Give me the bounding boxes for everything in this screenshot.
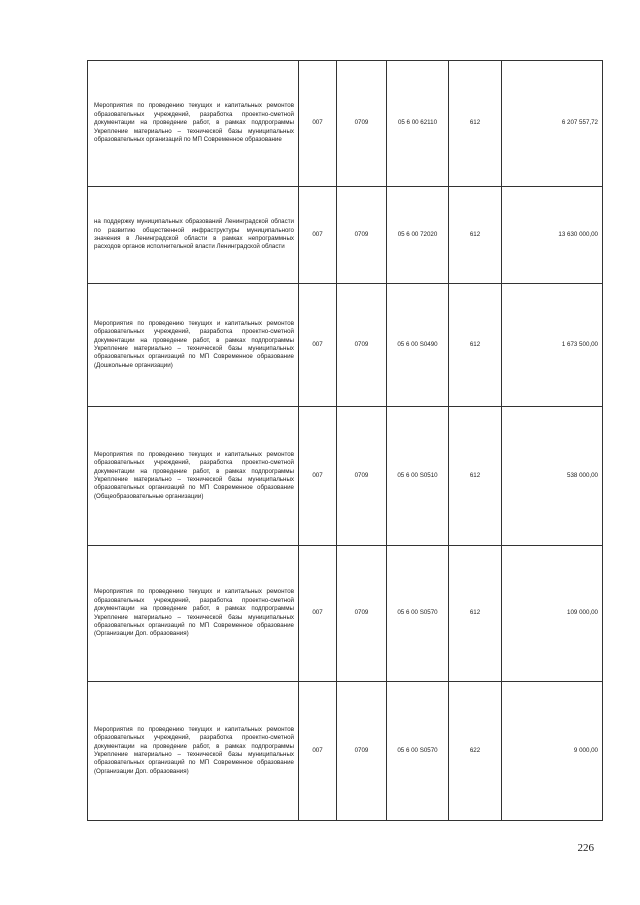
row-description: Мероприятия по проведению текущих и капитальных ремонтов образовательных учреждений, разработка проектно-сметной документации на проведение работ, в рамках подпрограммы Укрепление материально – технической базы муниципальных образовательных организаций по МП Современное образование (Организации Доп. образования) — [88, 546, 299, 682]
row-admin-code: 007 — [299, 682, 337, 821]
row-target-article: 05 6 00 S0510 — [387, 407, 449, 546]
row-admin-code: 007 — [299, 546, 337, 682]
row-description: на поддержку муниципальных образований Ленинградской области по развитию общественной инфраструктуры муниципального значения в Ленинградской области в рамках непрограммных расходов органов исполнительной власти Ленинградской области — [88, 187, 299, 284]
table-row — [88, 61, 603, 187]
row-section-code: 0709 — [337, 407, 387, 546]
row-section-code: 0709 — [337, 546, 387, 682]
row-expense-type: 612 — [449, 546, 502, 682]
page-number: 226 — [577, 842, 594, 854]
table-row — [88, 546, 603, 682]
table-row — [88, 187, 603, 284]
row-amount: 6 207 557,72 — [502, 61, 603, 187]
row-expense-type: 612 — [449, 187, 502, 284]
row-description: Мероприятия по проведению текущих и капитальных ремонтов образовательных учреждений, разработка проектно-сметной документации на проведение работ, в рамках подпрограммы Укрепление материально – технической базы муниципальных образовательных организаций по МП Современное образование (Общеобразовательные организации) — [88, 407, 299, 546]
row-expense-type: 612 — [449, 407, 502, 546]
row-target-article: 05 6 00 72020 — [387, 187, 449, 284]
row-section-code: 0709 — [337, 61, 387, 187]
row-amount: 1 673 500,00 — [502, 284, 603, 407]
row-amount: 9 000,00 — [502, 682, 603, 821]
row-admin-code: 007 — [299, 187, 337, 284]
row-target-article: 05 6 00 S0570 — [387, 546, 449, 682]
row-section-code: 0709 — [337, 284, 387, 407]
row-target-article: 05 6 00 S0490 — [387, 284, 449, 407]
table-row — [88, 407, 603, 546]
row-amount: 538 000,00 — [502, 407, 603, 546]
row-amount: 109 000,00 — [502, 546, 603, 682]
row-expense-type: 622 — [449, 682, 502, 821]
budget-table — [87, 60, 603, 821]
row-admin-code: 007 — [299, 284, 337, 407]
row-description: Мероприятия по проведению текущих и капитальных ремонтов образовательных учреждений, разработка проектно-сметной документации на проведение работ, в рамках подпрограммы Укрепление материально – технической базы муниципальных образовательных организаций по МП Современное образование (Дошкольные организации) — [88, 284, 299, 407]
table-row — [88, 284, 603, 407]
row-amount: 13 630 000,00 — [502, 187, 603, 284]
row-description: Мероприятия по проведению текущих и капитальных ремонтов образовательных учреждений, разработка проектно-сметной документации на проведение работ, в рамках подпрограммы Укрепление материально – технической базы муниципальных образовательных организаций по МП Современное образование (Организации Доп. образования) — [88, 682, 299, 821]
table-row — [88, 682, 603, 821]
row-section-code: 0709 — [337, 682, 387, 821]
row-section-code: 0709 — [337, 187, 387, 284]
row-description: Мероприятия по проведению текущих и капитальных ремонтов образовательных учреждений, разработка проектно-сметной документации на проведение работ, в рамках подпрограммы Укрепление материально – технической базы муниципальных образовательных организаций по МП Современное образование — [88, 61, 299, 187]
row-target-article: 05 6 00 S0570 — [387, 682, 449, 821]
row-expense-type: 612 — [449, 284, 502, 407]
row-target-article: 05 6 00 62110 — [387, 61, 449, 187]
row-admin-code: 007 — [299, 407, 337, 546]
row-admin-code: 007 — [299, 61, 337, 187]
row-expense-type: 612 — [449, 61, 502, 187]
